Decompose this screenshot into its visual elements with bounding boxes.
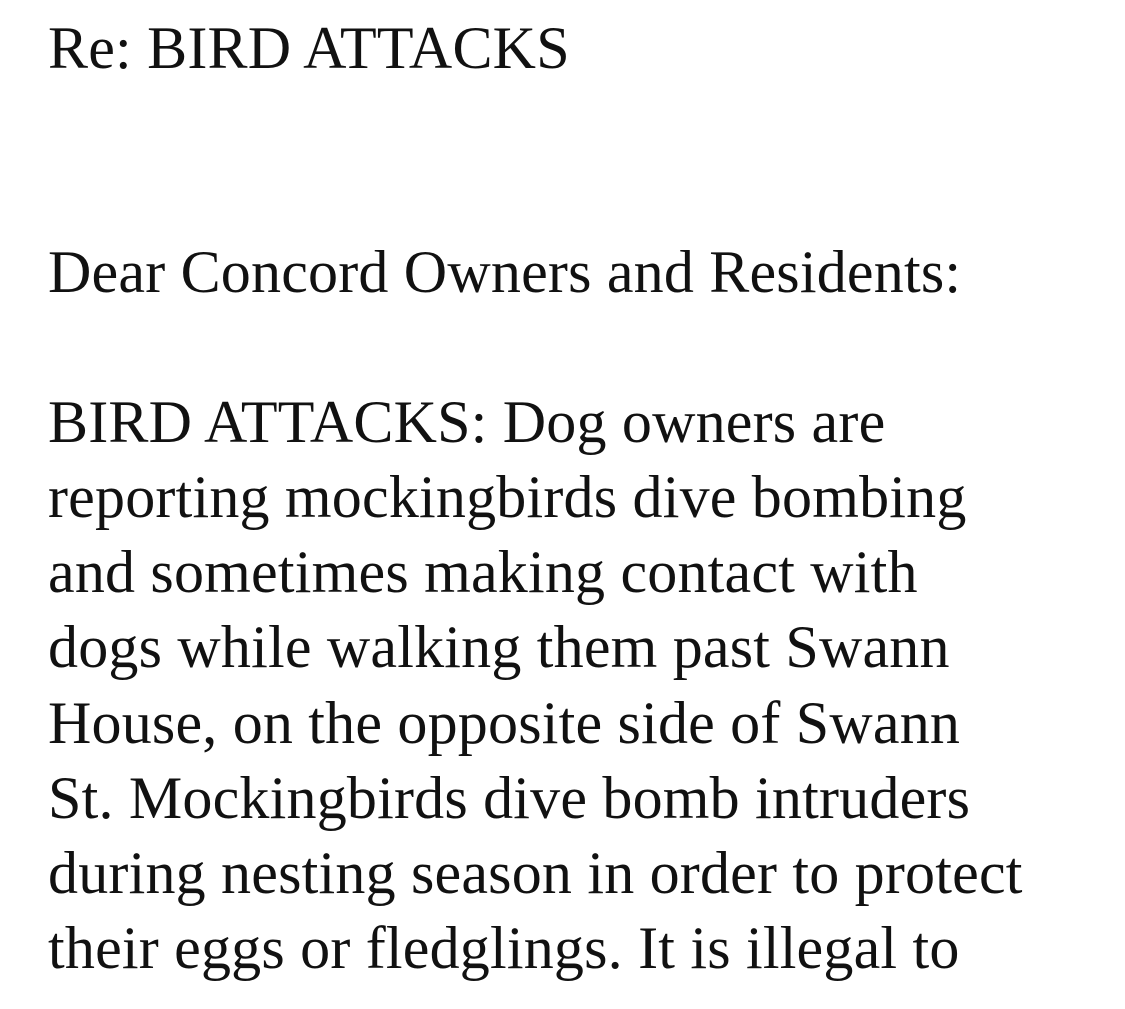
subject-line: Re: BIRD ATTACKS [48, 15, 570, 81]
body-line: their eggs or fledglings. It is illegal to [48, 915, 960, 981]
body-line: during nesting season in order to protect [48, 840, 1023, 906]
body-line: and sometimes making contact with [48, 539, 918, 605]
body-line: dogs while walking them past Swann [48, 614, 950, 680]
cropped-next-line [48, 993, 63, 1009]
body-line: House, on the opposite side of Swann [48, 690, 961, 756]
salutation: Dear Concord Owners and Residents: [48, 239, 962, 305]
cropped-previous-line [48, 0, 63, 14]
body-line: St. Mockingbirds dive bomb intruders [48, 765, 971, 831]
body-line: reporting mockingbirds dive bombing [48, 464, 967, 530]
body-line: BIRD ATTACKS: Dog owners are [48, 389, 886, 455]
